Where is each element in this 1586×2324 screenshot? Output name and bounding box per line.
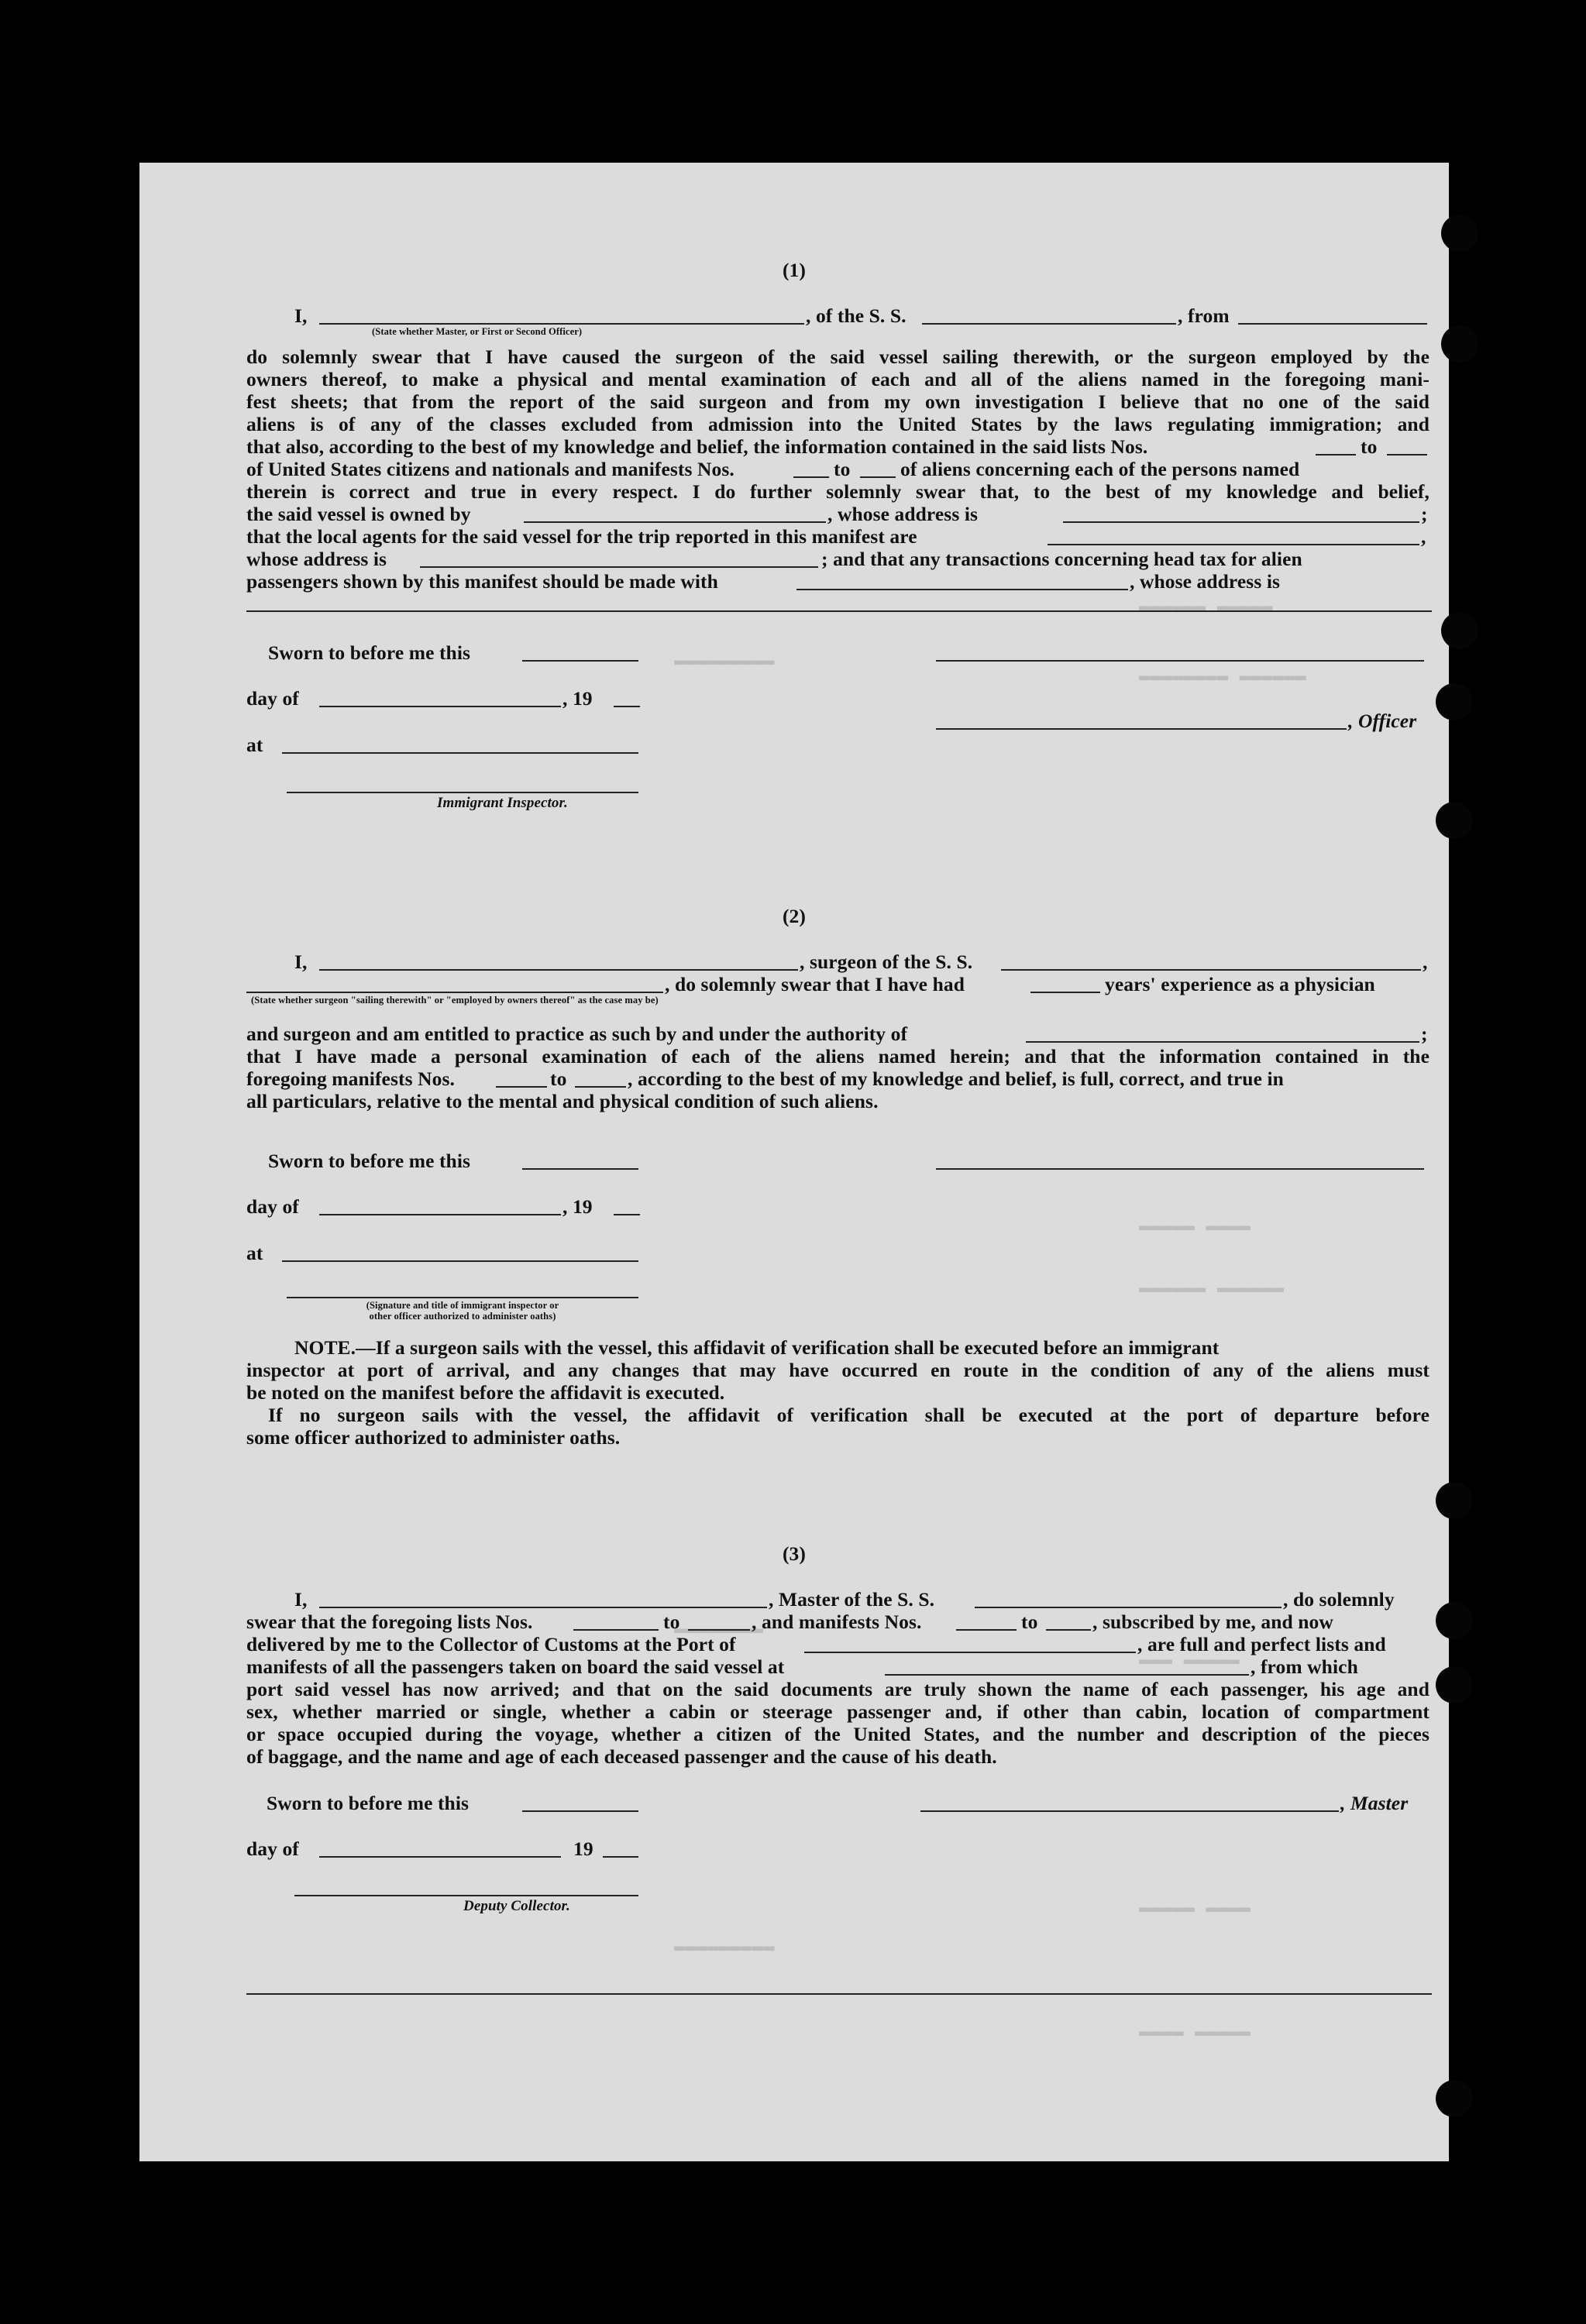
oath-text: of aliens concerning each of the persons named <box>900 458 1300 480</box>
oath-text: of baggage, and the name and age of each deceased passenger and the cause of his death. <box>246 1745 997 1768</box>
oath-text: that the local agents for the said vessel for the trip reported in this manifest are <box>246 525 917 548</box>
blank-line <box>1046 1629 1091 1631</box>
blank-line <box>319 969 798 971</box>
blank-line <box>688 1629 750 1631</box>
blank-line <box>956 1629 1017 1631</box>
blank-line <box>496 1086 547 1088</box>
note-text: If no surgeon sails with the vessel, the affidavit of verification shall be executed at the port of departure before <box>268 1404 1429 1426</box>
blank-line <box>319 1607 767 1608</box>
bleed-through-ghost: ▬▬▬▬▬▬ ▬▬▬▬▬▬ <box>1139 1278 1285 1299</box>
field-caption: (State whether surgeon "sailing therewith" or "employed by owners thereof" as the case may be) <box>251 995 659 1006</box>
punch-hole <box>1436 2080 1473 2117</box>
at-label: at <box>246 1242 263 1264</box>
blank-line <box>793 476 829 478</box>
blank-line <box>1026 1041 1419 1043</box>
oath-text: or space occupied during the voyage, whether a citizen of the United States, and the number and description of the pieces <box>246 1723 1429 1745</box>
oath-text: to <box>550 1067 567 1090</box>
master-label: , Master <box>1340 1792 1409 1814</box>
oath-text: , from <box>1178 304 1230 327</box>
inspector-label: Immigrant Inspector. <box>437 795 568 811</box>
blank-line <box>575 1086 626 1088</box>
note-text: NOTE.—If a surgeon sails with the vessel, this affidavit of verification shall be executed before an immigrant <box>294 1336 1220 1359</box>
bleed-through-ghost: ▬▬▬▬▬ ▬▬▬▬ <box>1139 1898 1251 1919</box>
note-label: NOTE. <box>294 1336 356 1359</box>
bottom-rule <box>246 1993 1432 1995</box>
oath-text: therein is correct and true in every respect. I do further solemnly swear that, to the best of my knowledge and belief, <box>246 480 1429 503</box>
day-label: day of <box>246 1195 299 1218</box>
officer-label: , Officer <box>1348 710 1417 732</box>
year-label: , 19 <box>562 1195 593 1218</box>
oath-text: to <box>1361 435 1378 458</box>
bleed-through-ghost: ▬▬▬▬▬▬ ▬▬▬▬▬ <box>1139 596 1273 617</box>
blank-line <box>922 323 1176 325</box>
oath-text: , do solemnly swear that I have had <box>665 973 965 995</box>
signature-line <box>287 792 638 793</box>
blank-line <box>573 1629 659 1631</box>
oath-text: , surgeon of the S. S. <box>800 951 973 973</box>
blank-line <box>319 706 561 707</box>
blank-line <box>804 1652 1136 1653</box>
year-label: 19 <box>573 1838 593 1860</box>
oath-text: , subscribed by me, and now <box>1092 1611 1333 1633</box>
oath-text: I, <box>294 951 308 973</box>
oath-text: sex, whether married or single, whether a cabin or steerage passenger and, if other than cabin, location of compartment <box>246 1700 1429 1723</box>
bleed-through-ghost: ▬▬▬▬▬▬▬▬ ▬▬▬▬▬▬ <box>1139 666 1307 687</box>
oath-text: the said vessel is owned by <box>246 503 471 525</box>
oath-text: , whose address is <box>1130 570 1281 593</box>
oath-text: , Master of the S. S. <box>769 1588 935 1611</box>
oath-text: , do solemnly <box>1283 1588 1395 1611</box>
blank-line <box>522 660 638 662</box>
blank-line <box>246 610 1432 612</box>
blank-line <box>319 1214 561 1215</box>
oath-text: I, <box>294 1588 308 1611</box>
blank-line <box>246 992 663 993</box>
oath-text: manifests of all the passengers taken on board the said vessel at <box>246 1655 785 1678</box>
blank-line <box>614 706 640 707</box>
blank-line <box>885 1674 1249 1676</box>
oath-text: to <box>1021 1611 1038 1633</box>
oath-text: aliens is of any of the classes excluded from admission into the United States by the laws regulating immigration; and <box>246 413 1429 435</box>
oath-text: , according to the best of my knowledge and belief, is full, correct, and true in <box>628 1067 1284 1090</box>
oath-text: , are full and perfect lists and <box>1137 1633 1386 1655</box>
blank-line <box>1387 454 1427 456</box>
oath-text: swear that the foregoing lists Nos. <box>246 1611 533 1633</box>
blank-line <box>522 1168 638 1170</box>
oath-text: owners thereof, to make a physical and mental examination of each and all of the aliens named in the foregoing mani- <box>246 368 1429 390</box>
punch-hole <box>1441 612 1478 649</box>
note-text: be noted on the manifest before the affidavit is executed. <box>246 1381 725 1404</box>
note-text: inspector at port of arrival, and any changes that may have occurred en route in the condition of any of the aliens must <box>246 1359 1429 1381</box>
signature-line <box>294 1895 638 1896</box>
bleed-through-ghost: ▬▬▬ ▬▬▬▬▬ <box>1139 1650 1240 1671</box>
signature-line <box>936 660 1424 662</box>
punch-hole <box>1436 1482 1473 1519</box>
blank-line <box>975 1607 1282 1608</box>
punch-hole <box>1436 683 1473 720</box>
bleed-through-ghost: ▬▬▬▬▬▬▬▬ <box>674 1619 764 1640</box>
document-page <box>139 163 1449 2161</box>
blank-line <box>319 323 804 325</box>
blank-line <box>524 521 826 523</box>
oath-text: foregoing manifests Nos. <box>246 1067 455 1090</box>
at-label: at <box>246 734 263 756</box>
blank-line <box>614 1214 640 1215</box>
oath-text: I, <box>294 304 308 327</box>
oath-text: ; and that any transactions concerning head tax for alien <box>821 548 1302 570</box>
oath-text: port said vessel has now arrived; and that on the said documents are truly shown the name of each passenger, his age and <box>246 1678 1429 1700</box>
blank-line <box>420 566 818 568</box>
blank-line <box>1316 454 1356 456</box>
oath-text: that also, according to the best of my knowledge and belief, the information contained in the said lists Nos. <box>246 435 1148 458</box>
blank-line <box>282 1260 638 1262</box>
oath-text: , <box>1421 525 1426 548</box>
sworn-label: Sworn to before me this <box>268 641 471 664</box>
oath-text: of United States citizens and nationals and manifests Nos. <box>246 458 735 480</box>
oath-text: fest sheets; that from the report of the said surgeon and from my own investigation I believe that no one of the said <box>246 390 1429 413</box>
day-label: day of <box>246 687 299 710</box>
oath-text: whose address is <box>246 548 387 570</box>
collector-label: Deputy Collector. <box>463 1898 570 1914</box>
sworn-label: Sworn to before me this <box>267 1792 470 1814</box>
punch-hole <box>1436 1666 1473 1703</box>
blank-line <box>1063 521 1419 523</box>
blank-line <box>1030 992 1100 993</box>
oath-text: , and manifests Nos. <box>752 1611 922 1633</box>
year-label: , 19 <box>562 687 593 710</box>
punch-hole <box>1436 802 1473 839</box>
oath-text: that I have made a personal examination of each of the aliens named herein; and that the information contained in the <box>246 1045 1429 1067</box>
oath-text: delivered by me to the Collector of Customs at the Port of <box>246 1633 736 1655</box>
oath-text: and surgeon and am entitled to practice as such by and under the authority of <box>246 1023 908 1045</box>
oath-text: ; <box>1421 503 1428 525</box>
section-number: (1) <box>782 259 807 281</box>
signature-line <box>287 1297 638 1298</box>
oath-text: do solemnly swear that I have caused the surgeon of the said vessel sailing therewith, or the surgeon employed by the <box>246 346 1429 368</box>
signature-line <box>936 728 1347 730</box>
bleed-through-ghost: ▬▬▬▬▬ ▬▬▬▬ <box>1139 1216 1251 1237</box>
section-number: (2) <box>782 905 807 927</box>
bleed-through-ghost: ▬▬▬▬▬▬▬▬▬ <box>674 651 775 672</box>
field-caption: (State whether Master, or First or Second Officer) <box>372 326 583 337</box>
blank-line <box>1001 969 1421 971</box>
oath-text: to <box>834 458 851 480</box>
signature-caption: other officer authorized to administer oaths) <box>369 1311 556 1322</box>
signature-line <box>920 1810 1339 1812</box>
oath-text: , <box>1423 951 1428 973</box>
day-label: day of <box>246 1838 299 1860</box>
blank-line <box>796 589 1128 590</box>
punch-hole <box>1441 215 1478 252</box>
bleed-through-ghost: ▬▬▬▬ ▬▬▬▬▬ <box>1139 2022 1251 2043</box>
signature-caption: (Signature and title of immigrant inspector or <box>366 1300 559 1311</box>
oath-text: , whose address is <box>827 503 979 525</box>
blank-line <box>860 476 896 478</box>
oath-text: ; <box>1421 1023 1428 1045</box>
blank-line <box>282 752 638 754</box>
blank-line <box>522 1810 638 1812</box>
sworn-label: Sworn to before me this <box>268 1150 471 1172</box>
oath-text: passengers shown by this manifest should be made with <box>246 570 718 593</box>
signature-line <box>936 1168 1424 1170</box>
blank-line <box>1048 544 1419 545</box>
punch-hole <box>1441 325 1478 363</box>
oath-text: all particulars, relative to the mental and physical condition of such aliens. <box>246 1090 879 1112</box>
blank-line <box>603 1856 638 1858</box>
blank-line <box>319 1856 561 1858</box>
oath-text: , of the S. S. <box>806 304 907 327</box>
oath-text: , from which <box>1251 1655 1358 1678</box>
blank-line <box>1238 323 1427 325</box>
oath-text: to <box>663 1611 680 1633</box>
section-number: (3) <box>782 1542 807 1565</box>
punch-hole <box>1436 1602 1473 1639</box>
bleed-through-ghost: ▬▬▬▬▬▬▬▬▬ <box>674 1937 775 1958</box>
note-text: some officer authorized to administer oaths. <box>246 1426 621 1449</box>
oath-text: years' experience as a physician <box>1105 973 1375 995</box>
